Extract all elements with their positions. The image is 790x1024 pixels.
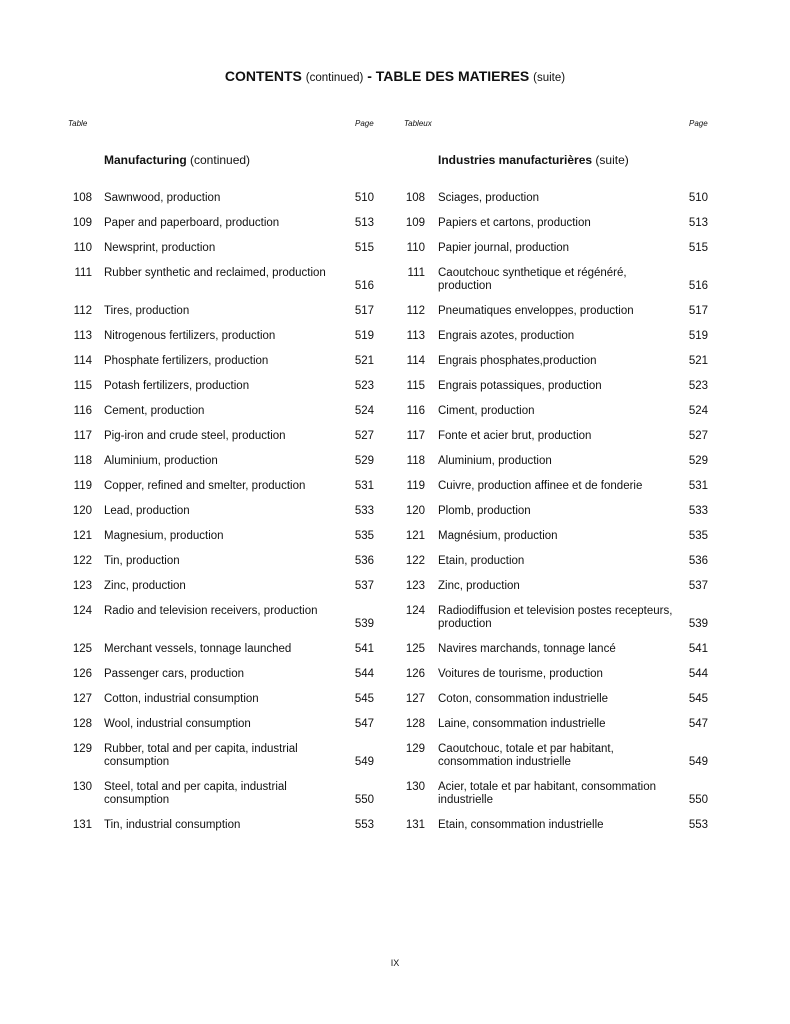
table-number-fr: 111 bbox=[407, 267, 425, 279]
table-number-en: 123 bbox=[72, 580, 92, 592]
table-row bbox=[0, 305, 790, 330]
description-en: Tin, production bbox=[104, 555, 180, 567]
page-fr: 513 bbox=[688, 217, 708, 229]
contents-list bbox=[0, 192, 790, 844]
page-en: 541 bbox=[354, 643, 374, 655]
table-row bbox=[0, 217, 790, 242]
page-en: 521 bbox=[354, 355, 374, 367]
description-en: Nitrogenous fertilizers, production bbox=[104, 330, 276, 342]
description-en: Zinc, production bbox=[104, 580, 186, 592]
table-number-en: 113 bbox=[73, 330, 92, 342]
table-number-fr: 113 bbox=[406, 330, 425, 342]
table-number-fr: 127 bbox=[405, 693, 425, 705]
description-fr: Pneumatiques enveloppes, production bbox=[438, 305, 634, 317]
table-number-fr: 123 bbox=[405, 580, 425, 592]
description-fr: Cuivre, production affinee et de fonderie bbox=[438, 480, 643, 492]
description-fr: Radiodiffusion et television postes recepteurs, production bbox=[438, 605, 673, 630]
table-number-fr: 121 bbox=[405, 530, 425, 542]
table-number-fr: 117 bbox=[406, 430, 425, 442]
description-en: Wool, industrial consumption bbox=[104, 718, 251, 730]
page-number: IX bbox=[390, 958, 400, 968]
page-en: 527 bbox=[354, 430, 374, 442]
table-row bbox=[0, 668, 790, 693]
page-en: 537 bbox=[354, 580, 374, 592]
description-fr: Voitures de tourisme, production bbox=[438, 668, 603, 680]
page-en: 513 bbox=[354, 217, 374, 229]
description-en: Lead, production bbox=[104, 505, 190, 517]
page-en: 544 bbox=[354, 668, 374, 680]
page-fr: 517 bbox=[688, 305, 708, 317]
description-fr: Engrais azotes, production bbox=[438, 330, 575, 342]
table-row bbox=[0, 555, 790, 580]
description-fr: Magnésium, production bbox=[438, 530, 558, 542]
table-number-en: 127 bbox=[72, 693, 92, 705]
page-fr: 547 bbox=[688, 718, 708, 730]
table-row bbox=[0, 355, 790, 380]
table-number-fr: 109 bbox=[405, 217, 425, 229]
page-fr: 544 bbox=[688, 668, 708, 680]
page-fr: 535 bbox=[688, 530, 708, 542]
table-number-fr: 120 bbox=[405, 505, 425, 517]
page-fr: 521 bbox=[688, 355, 708, 367]
table-number-en: 120 bbox=[72, 505, 92, 517]
description-en: Pig-iron and crude steel, production bbox=[104, 430, 286, 442]
description-fr: Zinc, production bbox=[438, 580, 520, 592]
page-fr: 541 bbox=[688, 643, 708, 655]
description-en: Radio and television receivers, production bbox=[104, 605, 318, 617]
table-number-en: 118 bbox=[73, 455, 92, 467]
page-en: 535 bbox=[354, 530, 374, 542]
description-fr: Engrais phosphates,production bbox=[438, 355, 597, 367]
description-fr: Papier journal, production bbox=[438, 242, 570, 254]
description-en: Rubber synthetic and reclaimed, production bbox=[104, 267, 326, 279]
table-row bbox=[0, 693, 790, 718]
description-en: Rubber, total and per capita, industrial consumption bbox=[104, 743, 298, 768]
header-tableaux: Tableux bbox=[404, 119, 432, 128]
description-en: Tin, industrial consumption bbox=[104, 819, 241, 831]
table-row bbox=[0, 718, 790, 743]
description-en: Magnesium, production bbox=[104, 530, 224, 542]
section-fr-note: (suite) bbox=[595, 153, 629, 167]
table-row bbox=[0, 242, 790, 267]
table-number-en: 109 bbox=[72, 217, 92, 229]
page-fr: 523 bbox=[688, 380, 708, 392]
description-en: Newsprint, production bbox=[104, 242, 216, 254]
table-row bbox=[0, 380, 790, 405]
description-en: Cotton, industrial consumption bbox=[104, 693, 259, 705]
page-en: 547 bbox=[354, 718, 374, 730]
table-number-fr: 122 bbox=[405, 555, 425, 567]
table-number-fr: 114 bbox=[406, 355, 425, 367]
section-heading-en bbox=[104, 153, 250, 167]
page-title bbox=[0, 68, 790, 84]
description-en: Copper, refined and smelter, production bbox=[104, 480, 306, 492]
page-fr: 519 bbox=[688, 330, 708, 342]
header-table: Table bbox=[68, 119, 88, 128]
description-fr: Caoutchouc synthetique et régénéré, production bbox=[438, 267, 627, 292]
table-number-en: 110 bbox=[73, 242, 92, 254]
description-en: Steel, total and per capita, industrial consumption bbox=[104, 781, 287, 806]
table-row bbox=[0, 480, 790, 505]
page-en: 524 bbox=[354, 405, 374, 417]
table-number-fr: 110 bbox=[406, 242, 425, 254]
page-en: 519 bbox=[354, 330, 374, 342]
table-number-en: 116 bbox=[73, 405, 92, 417]
page-en: 545 bbox=[354, 693, 374, 705]
page-fr: 537 bbox=[688, 580, 708, 592]
table-row bbox=[0, 605, 790, 643]
section-fr: Industries manufacturières bbox=[438, 153, 593, 167]
table-number-fr: 131 bbox=[405, 819, 425, 831]
table-number-fr: 129 bbox=[405, 743, 425, 755]
title-en-note: (continued) bbox=[305, 72, 364, 84]
page-fr: 536 bbox=[688, 555, 708, 567]
description-en: Phosphate fertilizers, production bbox=[104, 355, 269, 367]
title-separator: - bbox=[367, 68, 372, 84]
page-fr: 553 bbox=[688, 819, 708, 831]
table-number-fr: 119 bbox=[406, 480, 425, 492]
description-en: Tires, production bbox=[104, 305, 190, 317]
table-number-fr: 128 bbox=[405, 718, 425, 730]
page-en: 523 bbox=[354, 380, 374, 392]
table-row bbox=[0, 455, 790, 480]
table-number-fr: 118 bbox=[406, 455, 425, 467]
table-row bbox=[0, 781, 790, 819]
description-fr: Navires marchands, tonnage lancé bbox=[438, 643, 616, 655]
table-number-en: 128 bbox=[72, 718, 92, 730]
table-number-en: 115 bbox=[73, 380, 92, 392]
table-number-fr: 116 bbox=[406, 405, 425, 417]
page-en: 516 bbox=[354, 280, 374, 292]
table-row bbox=[0, 580, 790, 605]
table-number-en: 117 bbox=[73, 430, 92, 442]
section-en: Manufacturing bbox=[104, 153, 187, 167]
page-fr: 549 bbox=[688, 756, 708, 768]
table-number-en: 125 bbox=[72, 643, 92, 655]
description-en: Merchant vessels, tonnage launched bbox=[104, 643, 292, 655]
description-fr: Coton, consommation industrielle bbox=[438, 693, 609, 705]
table-row bbox=[0, 430, 790, 455]
table-number-en: 114 bbox=[73, 355, 92, 367]
table-number-fr: 130 bbox=[405, 781, 425, 793]
header-page-fr: Page bbox=[689, 119, 708, 128]
description-en: Sawnwood, production bbox=[104, 192, 221, 204]
description-en: Cement, production bbox=[104, 405, 205, 417]
description-fr: Plomb, production bbox=[438, 505, 531, 517]
table-number-en: 121 bbox=[72, 530, 92, 542]
page-en: 515 bbox=[354, 242, 374, 254]
description-fr: Engrais potassiques, production bbox=[438, 380, 602, 392]
table-number-en: 119 bbox=[73, 480, 92, 492]
table-number-en: 108 bbox=[72, 192, 92, 204]
description-en: Potash fertilizers, production bbox=[104, 380, 250, 392]
description-fr: Aluminium, production bbox=[438, 455, 552, 467]
table-row bbox=[0, 505, 790, 530]
table-number-en: 129 bbox=[72, 743, 92, 755]
page-en: 549 bbox=[354, 756, 374, 768]
table-number-fr: 124 bbox=[405, 605, 425, 617]
page-en: 517 bbox=[354, 305, 374, 317]
page-fr: 524 bbox=[688, 405, 708, 417]
description-fr: Etain, consommation industrielle bbox=[438, 819, 604, 831]
description-fr: Papiers et cartons, production bbox=[438, 217, 591, 229]
page-en: 550 bbox=[354, 794, 374, 806]
description-en: Aluminium, production bbox=[104, 455, 218, 467]
table-number-en: 122 bbox=[72, 555, 92, 567]
page-en: 553 bbox=[354, 819, 374, 831]
table-number-fr: 125 bbox=[405, 643, 425, 655]
table-number-en: 124 bbox=[72, 605, 92, 617]
page-fr: 545 bbox=[688, 693, 708, 705]
page-en: 510 bbox=[354, 192, 374, 204]
table-row bbox=[0, 643, 790, 668]
page-fr: 515 bbox=[688, 242, 708, 254]
page-fr: 533 bbox=[688, 505, 708, 517]
description-fr: Laine, consommation industrielle bbox=[438, 718, 606, 730]
title-fr-note: (suite) bbox=[533, 72, 566, 84]
header-page: Page bbox=[355, 119, 374, 128]
table-number-en: 126 bbox=[72, 668, 92, 680]
table-number-fr: 115 bbox=[406, 380, 425, 392]
description-fr: Etain, production bbox=[438, 555, 525, 567]
table-number-fr: 108 bbox=[405, 192, 425, 204]
table-row bbox=[0, 819, 790, 844]
description-fr: Fonte et acier brut, production bbox=[438, 430, 592, 442]
description-fr: Ciment, production bbox=[438, 405, 535, 417]
table-row bbox=[0, 330, 790, 355]
page-en: 529 bbox=[354, 455, 374, 467]
table-row bbox=[0, 267, 790, 305]
section-en-note: (continued) bbox=[190, 153, 251, 167]
page-en: 531 bbox=[354, 480, 374, 492]
section-heading-fr bbox=[438, 153, 629, 167]
page-fr: 529 bbox=[688, 455, 708, 467]
description-en: Passenger cars, production bbox=[104, 668, 244, 680]
table-row bbox=[0, 743, 790, 781]
table-row bbox=[0, 530, 790, 555]
page-en: 539 bbox=[354, 618, 374, 630]
page-fr: 531 bbox=[688, 480, 708, 492]
title-en: CONTENTS bbox=[224, 68, 302, 84]
table-number-fr: 126 bbox=[405, 668, 425, 680]
table-row bbox=[0, 405, 790, 430]
table-number-en: 131 bbox=[72, 819, 92, 831]
description-fr: Sciages, production bbox=[438, 192, 540, 204]
table-number-en: 112 bbox=[73, 305, 92, 317]
description-fr: Acier, totale et par habitant, consommation industrielle bbox=[438, 781, 656, 806]
description-en: Paper and paperboard, production bbox=[104, 217, 280, 229]
description-fr: Caoutchouc, totale et par habitant, consommation industrielle bbox=[438, 743, 614, 768]
page-fr: 539 bbox=[688, 618, 708, 630]
title-fr: TABLE DES MATIERES bbox=[375, 68, 530, 84]
page-en: 536 bbox=[354, 555, 374, 567]
page-fr: 510 bbox=[688, 192, 708, 204]
page-fr: 527 bbox=[688, 430, 708, 442]
page-fr: 516 bbox=[688, 280, 708, 292]
table-number-en: 130 bbox=[72, 781, 92, 793]
page-en: 533 bbox=[354, 505, 374, 517]
table-number-en: 111 bbox=[74, 267, 92, 279]
page-fr: 550 bbox=[688, 794, 708, 806]
table-row bbox=[0, 192, 790, 217]
table-number-fr: 112 bbox=[406, 305, 425, 317]
